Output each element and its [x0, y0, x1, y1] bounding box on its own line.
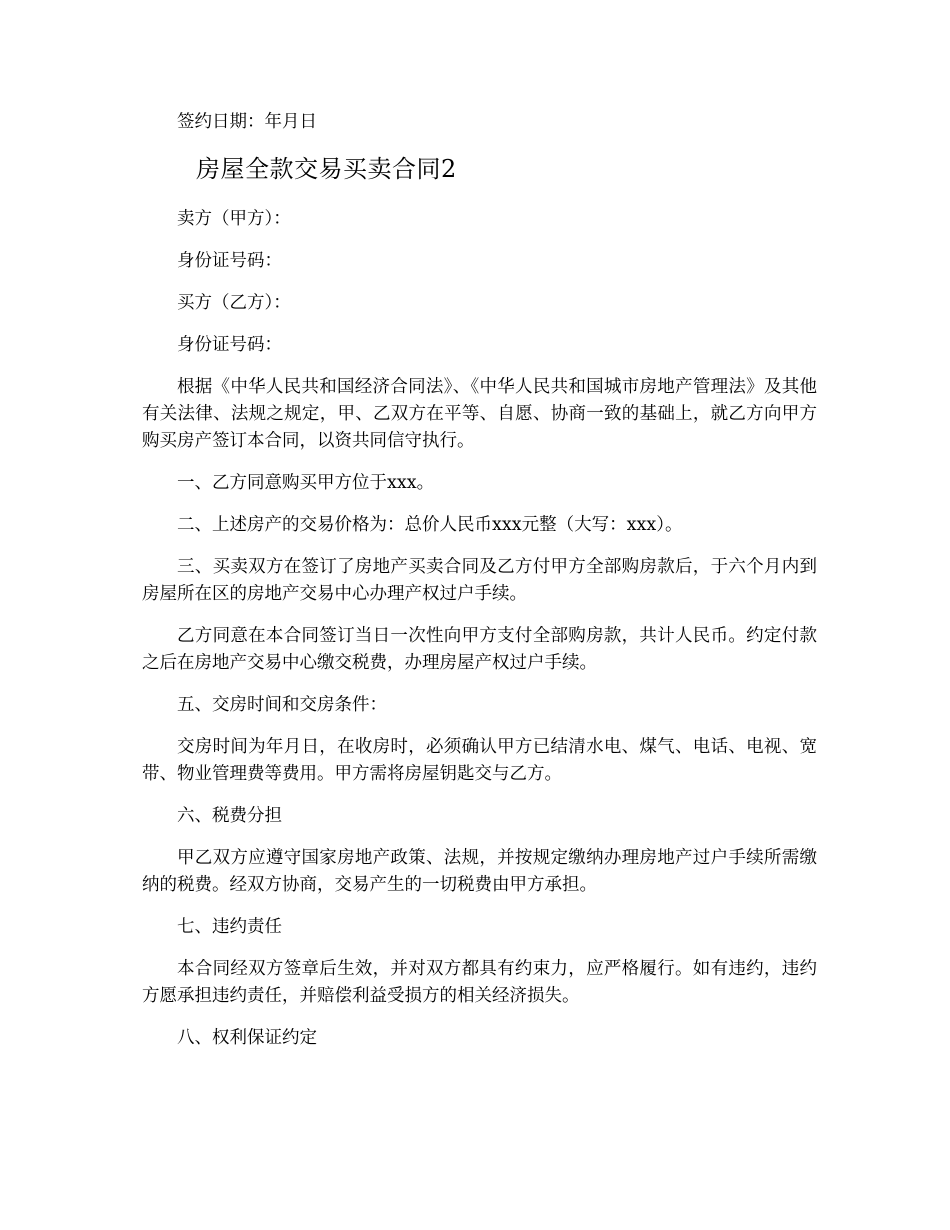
sign-date: 签约日期：年月日	[177, 112, 317, 132]
clause-6-heading: 六、税费分担	[177, 806, 282, 826]
preamble-paragraph: 根据《中华人民共和国经济合同法》、《中华人民共和国城市房地产管理法》及其他有关法律、法规之规定，甲、乙双方在平等、自愿、协商一致的基础上，就乙方向甲方购买房产签订本合同，以资共同信守执行。	[142, 377, 817, 451]
clause-5-body: 交房时间为年月日，在收房时，必须确认甲方已结清水电、煤气、电话、电视、宽带、物业管理费等费用。甲方需将房屋钥匙交与乙方。	[142, 737, 817, 784]
buyer-id-line: 身份证号码：	[177, 335, 282, 355]
payment-paragraph: 乙方同意在本合同签订当日一次性向甲方支付全部购房款，共计人民币。约定付款之后在房地产交易中心缴交税费，办理房屋产权过户手续。	[142, 626, 817, 673]
contract-title: 房屋全款交易买卖合同2	[196, 155, 457, 183]
clause-8-heading: 八、权利保证约定	[177, 1028, 317, 1048]
clause-7-body: 本合同经双方签章后生效，并对双方都具有约束力，应严格履行。如有违约，违约方愿承担违约责任，并赔偿利益受损方的相关经济损失。	[142, 959, 817, 1006]
seller-id-line: 身份证号码：	[177, 251, 282, 271]
clause-6-body: 甲乙双方应遵守国家房地产政策、法规，并按规定缴纳办理房地产过户手续所需缴纳的税费。经双方协商，交易产生的一切税费由甲方承担。	[142, 848, 817, 895]
clause-2: 二、上述房产的交易价格为：总价人民币xxx元整（大写：xxx）。	[177, 515, 683, 535]
buyer-line: 买方（乙方）：	[177, 293, 291, 313]
contract-body	[142, 109, 817, 1052]
clause-7-heading: 七、违约责任	[177, 917, 282, 937]
clause-3: 三、买卖双方在签订了房地产买卖合同及乙方付甲方全部购房款后，于六个月内到房屋所在区的房地产交易中心办理产权过户手续。	[142, 557, 817, 604]
clause-5-heading: 五、交房时间和交房条件：	[177, 695, 387, 715]
clause-1: 一、乙方同意购买甲方位于xxx。	[177, 473, 435, 493]
seller-line: 卖方（甲方）：	[177, 209, 291, 229]
